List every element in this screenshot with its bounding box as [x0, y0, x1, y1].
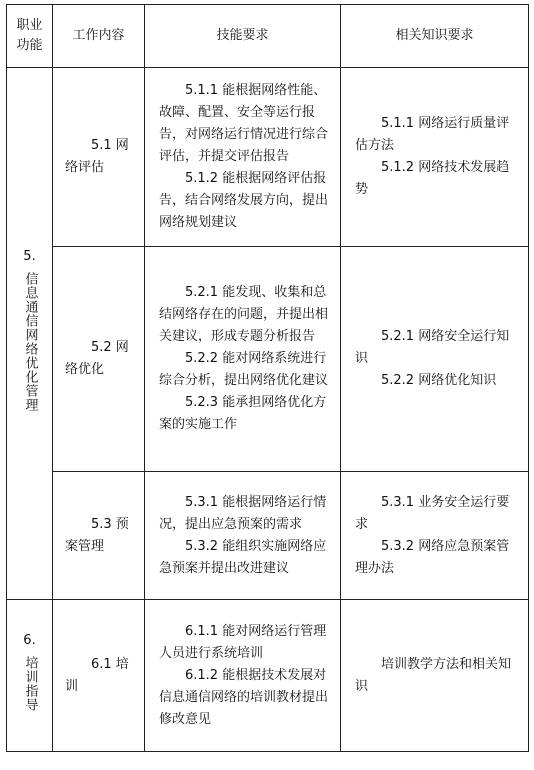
knowledge-cell: [341, 247, 529, 472]
work-content-cell: [53, 247, 145, 472]
work-content-text: 5.2 网络优化: [65, 340, 129, 377]
skill-item: 5.1.2 能根据网络评估报告，结合网络发展方向，提出网络规划建议: [159, 171, 329, 230]
work-content-cell: [53, 600, 145, 752]
knowledge-item: 培训教学方法和相关知识: [355, 656, 512, 694]
knowledge-cell: [341, 472, 529, 600]
knowledge-item: 5.1.2 网络技术发展趋势: [355, 160, 510, 197]
work-content-cell: [53, 472, 145, 600]
skill-item: 6.1.1 能对网络运行管理人员进行系统培训: [159, 623, 327, 661]
skill-item: 5.1.1 能根据网络性能、故障、配置、安全等运行报告，对网络运行情况进行综合评估，并提交评估报告: [159, 83, 329, 164]
skill-cell: [145, 247, 341, 472]
table-row: [7, 247, 529, 472]
knowledge-item: 5.2.1 网络安全运行知识: [355, 329, 510, 366]
knowledge-item: 5.3.2 网络应急预案管理办法: [355, 538, 510, 576]
header-function: 职业功能: [7, 5, 53, 68]
knowledge-cell: [341, 600, 529, 752]
header-skill-requirements: 技能要求: [145, 5, 341, 68]
function-cell-5: [7, 68, 53, 600]
table-row: [7, 68, 529, 247]
function-cell-6: [7, 600, 53, 752]
function-number: 6.: [23, 632, 36, 648]
work-content-text: 6.1 培训: [65, 656, 129, 694]
knowledge-cell: [341, 68, 529, 247]
knowledge-item: 5.1.1 网络运行质量评估方法: [355, 116, 510, 153]
skill-item: 5.2.2 能对网络系统进行综合分析，提出网络优化建议: [159, 351, 329, 388]
work-content-text: 5.3 预案管理: [65, 516, 129, 554]
table-row: [7, 600, 529, 752]
function-name: 培训指导: [22, 655, 38, 712]
header-knowledge-requirements: 相关知识要求: [341, 5, 529, 68]
knowledge-item: 5.2.2 网络优化知识: [381, 373, 497, 388]
skill-cell: [145, 472, 341, 600]
header-work-content: 工作内容: [53, 5, 145, 68]
work-content-cell: [53, 68, 145, 247]
knowledge-item: 5.3.1 业务安全运行要求: [355, 494, 510, 532]
function-number: 5.: [23, 248, 36, 264]
competency-table: [6, 4, 529, 752]
skill-item: 5.3.1 能根据网络运行情况，提出应急预案的需求: [159, 494, 327, 532]
work-content-text: 5.1 网络评估: [65, 138, 129, 175]
skill-item: 5.3.2 能组织实施网络应急预案并提出改进建议: [159, 538, 327, 576]
function-name: 信息通信网络优化管理: [22, 271, 38, 412]
skill-cell: [145, 600, 341, 752]
skill-cell: [145, 68, 341, 247]
header-row: [7, 5, 529, 68]
skill-item: 5.2.3 能承担网络优化方案的实施工作: [159, 395, 327, 432]
skill-item: 5.2.1 能发现、收集和总结网络存在的问题，并提出相关建议，形成专题分析报告: [159, 285, 329, 344]
table-row: [7, 472, 529, 600]
skill-item: 6.1.2 能根据技术发展对信息通信网络的培训教材提出修改意见: [159, 667, 329, 727]
